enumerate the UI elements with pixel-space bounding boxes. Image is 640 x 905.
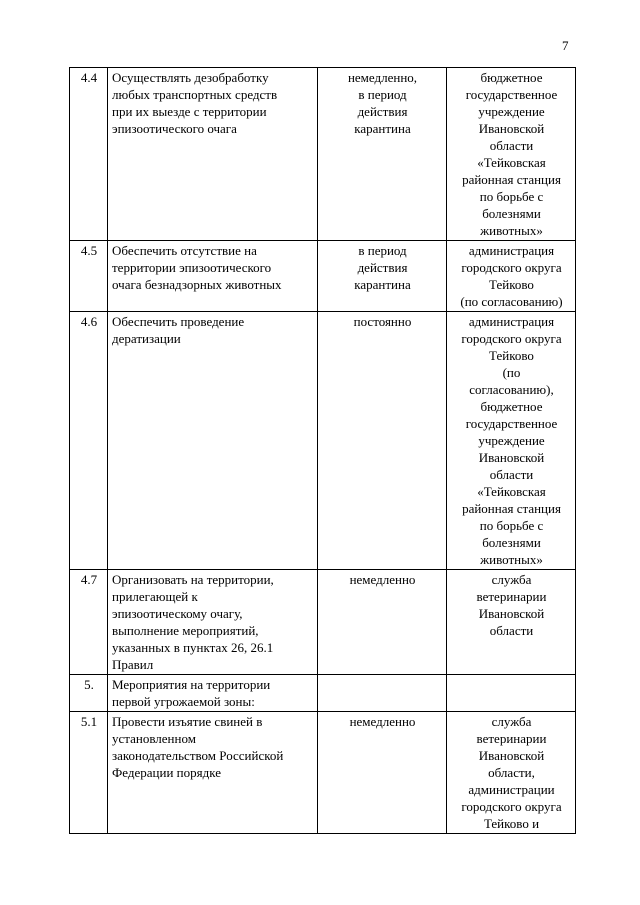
term-text — [318, 68, 447, 241]
action-text — [108, 68, 318, 241]
item-number: 4.6 — [70, 312, 108, 570]
text-line: любых транспортных средств — [112, 87, 278, 102]
responsible-text — [447, 68, 576, 241]
term-text — [318, 312, 447, 570]
text-line: Ивановской — [478, 748, 545, 763]
text-line: области, — [488, 765, 535, 780]
text-line: карантина — [354, 277, 411, 292]
action-text — [108, 675, 318, 712]
item-number: 4.4 — [70, 68, 108, 241]
text-line: бюджетное — [480, 70, 543, 85]
action-text — [108, 312, 318, 570]
table-row — [70, 570, 576, 675]
item-number: 5. — [70, 675, 108, 712]
measures-table — [69, 67, 576, 834]
text-line: Тейково и — [483, 816, 540, 831]
text-line: Осуществлять дезобработку — [112, 70, 269, 85]
text-line: районная станция — [462, 501, 561, 516]
text-line: государственное — [465, 87, 558, 102]
text-line: служба — [491, 714, 532, 729]
text-line: ветеринарии — [476, 731, 547, 746]
text-line: в период — [358, 87, 407, 102]
text-line: Ивановской — [478, 606, 545, 621]
item-number: 4.7 — [70, 570, 108, 675]
table-row — [70, 68, 576, 241]
text-line: ветеринарии — [476, 589, 547, 604]
text-line: Мероприятия на территории — [112, 677, 271, 692]
text-line: немедленно, — [347, 70, 418, 85]
item-number: 5.1 — [70, 712, 108, 834]
term-text — [318, 675, 447, 712]
text-line: городского округа — [461, 799, 562, 814]
item-number: 4.5 — [70, 241, 108, 312]
text-line: области — [489, 138, 534, 153]
table-row — [70, 241, 576, 312]
text-line: дератизации — [112, 331, 181, 346]
text-line: учреждение — [478, 433, 545, 448]
text-line: выполнение мероприятий, — [112, 623, 259, 638]
term-text — [318, 570, 447, 675]
text-line: немедленно — [349, 572, 416, 587]
action-text — [108, 241, 318, 312]
text-line: администрация — [468, 243, 555, 258]
text-line: животных» — [480, 552, 543, 567]
table-row — [70, 312, 576, 570]
text-line: Правил — [112, 657, 154, 672]
text-line: районная станция — [462, 172, 561, 187]
text-line: при их выезде с территории — [112, 104, 267, 119]
text-line: Провести изъятие свиней в — [112, 714, 263, 729]
term-text — [318, 712, 447, 834]
text-line: согласованию), — [469, 382, 554, 397]
text-line: (по — [502, 365, 521, 380]
text-line: городского округа — [461, 331, 562, 346]
text-line: установленном — [112, 731, 196, 746]
text-line: Ивановской — [478, 450, 545, 465]
term-text — [318, 241, 447, 312]
text-line: городского округа — [461, 260, 562, 275]
text-line: Ивановской — [478, 121, 545, 136]
text-line: Обеспечить отсутствие на — [112, 243, 257, 258]
text-line: первой угрожаемой зоны: — [112, 694, 255, 709]
action-text — [108, 570, 318, 675]
responsible-text — [447, 570, 576, 675]
text-line: действия — [357, 104, 408, 119]
action-text — [108, 712, 318, 834]
text-line: действия — [357, 260, 408, 275]
text-line: территории эпизоотического — [112, 260, 272, 275]
text-line: области — [489, 467, 534, 482]
text-line: немедленно — [349, 714, 416, 729]
text-line: служба — [491, 572, 532, 587]
text-line: указанных в пунктах 26, 26.1 — [112, 640, 274, 655]
text-line: по борьбе с — [479, 189, 544, 204]
text-line: администрация — [468, 314, 555, 329]
text-line: очага безнадзорных животных — [112, 277, 282, 292]
text-line: Тейково — [489, 348, 534, 363]
text-line: Организовать на территории, — [112, 572, 274, 587]
responsible-text — [447, 675, 576, 712]
text-line: постоянно — [353, 314, 412, 329]
text-line: болезнями — [482, 535, 541, 550]
text-line: администрации — [468, 782, 555, 797]
text-line: законодательством Российской — [112, 748, 284, 763]
text-line: эпизоотического очага — [112, 121, 237, 136]
text-line: по борьбе с — [479, 518, 544, 533]
page-number: 7 — [562, 38, 569, 53]
responsible-text — [447, 312, 576, 570]
responsible-text — [447, 712, 576, 834]
text-line: животных» — [480, 223, 543, 238]
text-line: эпизоотическому очагу, — [112, 606, 243, 621]
text-line: «Тейковская — [477, 155, 546, 170]
table-row — [70, 675, 576, 712]
text-line: прилегающей к — [112, 589, 198, 604]
text-line: (по согласованию) — [460, 294, 563, 309]
text-line: Обеспечить проведение — [112, 314, 245, 329]
text-line: в период — [358, 243, 407, 258]
responsible-text — [447, 241, 576, 312]
text-line: области — [489, 623, 534, 638]
text-line: Тейково — [489, 277, 534, 292]
text-line: болезнями — [482, 206, 541, 221]
text-line: бюджетное — [480, 399, 543, 414]
table-row — [70, 712, 576, 834]
text-line: «Тейковская — [477, 484, 546, 499]
text-line: карантина — [354, 121, 411, 136]
text-line: Федерации порядке — [112, 765, 221, 780]
text-line: государственное — [465, 416, 558, 431]
text-line: учреждение — [478, 104, 545, 119]
